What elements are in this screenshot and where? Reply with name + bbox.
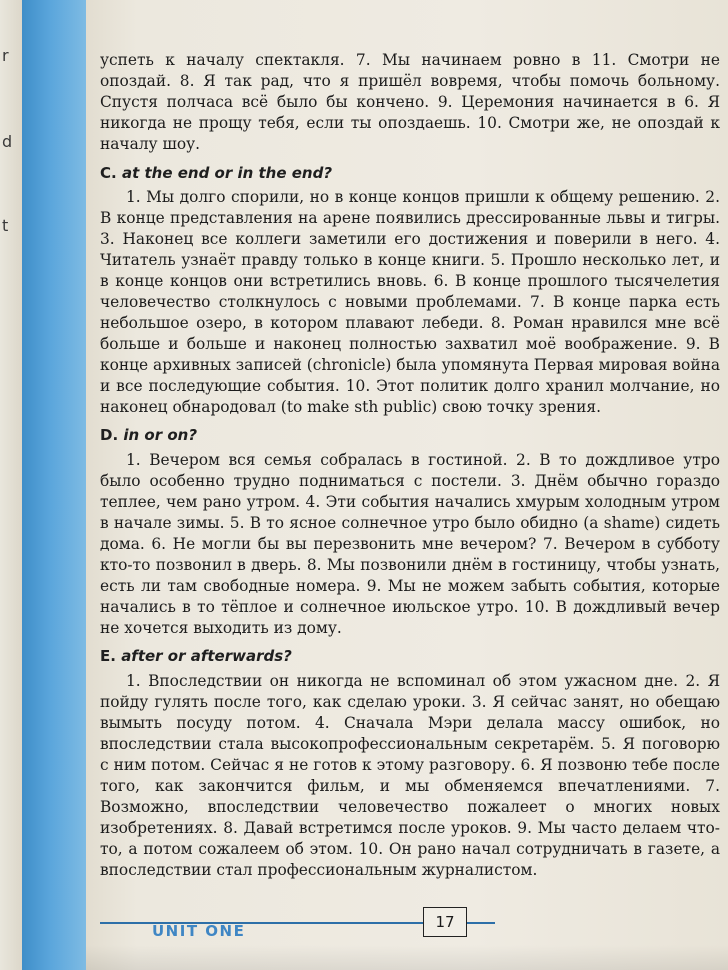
section-phrase: in or on? (123, 426, 198, 445)
left-fragment: d (2, 132, 13, 151)
section-phrase: at the end or in the end? (121, 163, 333, 182)
page-number: 17 (423, 907, 467, 937)
section-text-c: 1. Мы долго спорили, но в конце концов пришли к общему решению. 2. В конце представления на арене появились дрессированные львы и тигры. 3. Наконец все коллеги заметили его достижения и поверили в него. 4. Читатель узнаёт правду только в конце книги. 5. Прошло несколько лет, и в конце концов они встретились вновь. 6. В конце прошлого тысячелетия человечество столкнулось с новыми проблемами. 7. В конце парка есть небольшое озеро, в котором плавают лебеди. 8. Роман нравился мне всё больше и больше и наконец полностью захватил моё воображение. 9. В конце архивных записей (chronicle) была упомянута Первая мировая война и все последующие события. 10. Этот политик долго хранил молчание, но наконец обнародовал (to make sth public) свою точку зрения. (100, 188, 721, 416)
section-letter: D. (100, 426, 119, 445)
section-letter: E. (100, 647, 116, 666)
left-fragment: r (2, 46, 9, 65)
section-text-e: 1. Впоследствии он никогда не вспоминал об этом ужасном дне. 2. Я пойду гулять после того, как сделаю уроки. 3. Я сейчас занят, но обещаю вымыть посуду потом. 4. Сначала Мэри делала массу ошибок, но впоследствии стала высокопрофессиональным секретарём. 5. Я поговорю с ним потом. Сейчас я не готов к этому разговору. 6. Я позвоню тебе после того, как закончится фильм, и мы обменяемся впечатлениями. 7. Возможно, впоследствии человечество пожалеет о многих новых изобретениях. 8. Давай встретимся после уроков. 9. Мы часто делаем что-то, а потом сожалеем об этом. 10. Он рано начал сотрудничать в газете, а впоследствии стал профессиональным журналистом. (100, 672, 720, 879)
section-heading-c (100, 163, 720, 184)
page-shadow (86, 945, 728, 970)
left-fragment: t (2, 216, 9, 235)
section-heading-e (100, 646, 720, 667)
page-content (100, 50, 720, 880)
section-text-d: 1. Вечером вся семья собралась в гостиной. 2. В то дождливое утро было особенно трудно подниматься с постели. 3. Днём обычно гораздо теплее, чем рано утром. 4. Эти события начались хмурым холодным утром в начале зимы. 5. В то ясное солнечное утро было обидно (a shame) сидеть дома. 6. Не могли бы вы перезвонить мне вечером? 7. Вечером в субботу кто-то позвонил в дверь. 8. Мы позвонили днём в гостиницу, чтобы узнать, есть ли там свободные номера. 9. Мы не можем забыть события, которые начались в то тёплое и солнечное июльское утро. 10. В дождливый вечер не хочется выходить из дому. (100, 451, 720, 637)
unit-label: UNIT ONE (152, 922, 246, 940)
section-heading-d (100, 425, 720, 446)
decorative-blue-strip (22, 0, 86, 970)
section-letter: C. (100, 163, 117, 182)
section-phrase: after or afterwards? (121, 647, 292, 666)
intro-paragraph: успеть к началу спектакля. 7. Мы начинаем ровно в 11. Смотри не опоздай. 8. Я так рад, что я пришёл вовремя, чтобы помочь больному. Спустя полчаса всё было бы кончено. 9. Церемония начинается в 6. Я никогда не прощу тебя, если ты опоздаешь. 10. Смотри же, не опоздай к началу шоу. (100, 51, 720, 153)
